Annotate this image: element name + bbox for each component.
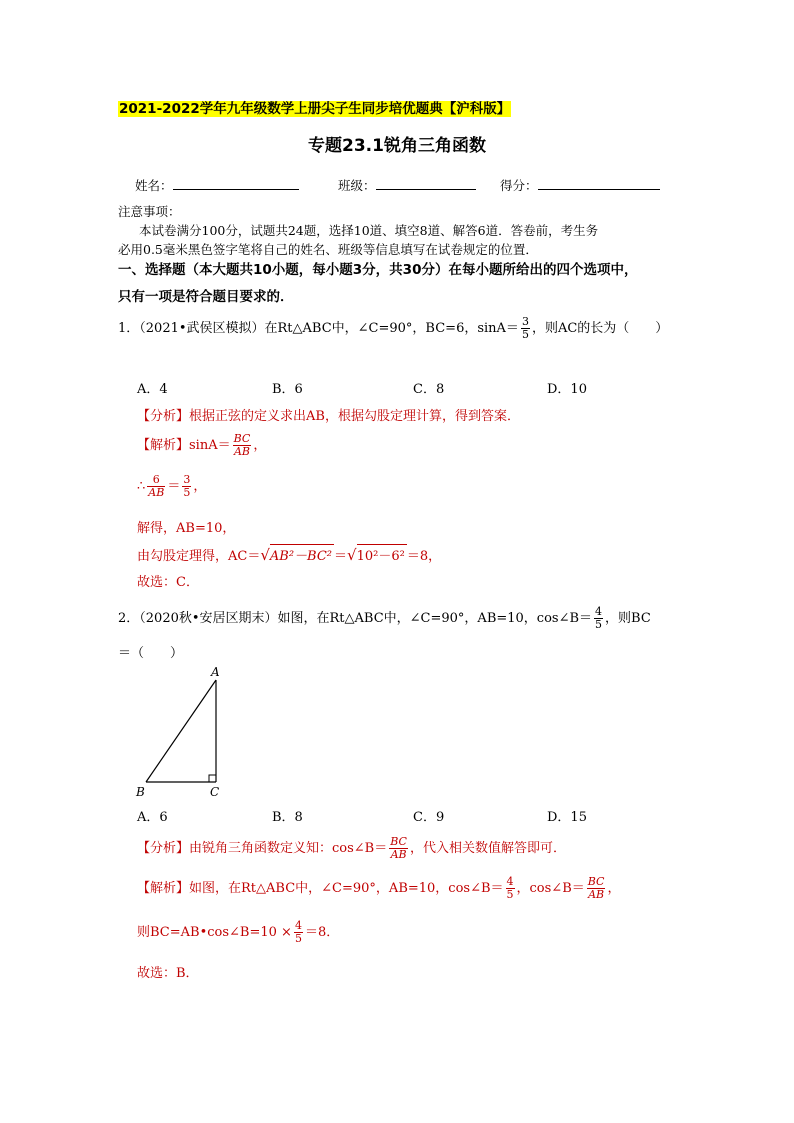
q1-solution-line-3: 解得，AB=10，	[137, 521, 236, 536]
series-header	[118, 97, 511, 117]
triangle-figure	[130, 664, 230, 804]
q2-solution-line-3: 故选：B．	[137, 966, 199, 981]
section-heading-line-2: 只有一项是符合题目要求的．	[118, 289, 294, 305]
q1-option-c[interactable]: C．8	[413, 382, 445, 397]
q2-analysis-tag: 【分析】	[137, 841, 190, 857]
q2-stem-end: ，则BC	[605, 611, 651, 627]
q2-option-a[interactable]: A．6	[137, 810, 168, 825]
q1-solution-line-4: 由勾股定理得，AC＝√AB²－BC² ＝√10²－6² ＝8，	[137, 546, 442, 564]
page-title: 专题23.1锐角三角函数	[308, 136, 486, 156]
vertex-a-label: A	[211, 665, 220, 679]
name-field[interactable]	[135, 176, 299, 194]
q1-analysis	[137, 405, 520, 424]
q2-stem-text: 2．（2020秋•安居区期末）如图，在Rt△ABC中，∠C=90°，AB=10，cos∠B＝	[118, 611, 593, 627]
q1-option-a[interactable]: A．4	[137, 382, 168, 397]
q2-option-b[interactable]: B．8	[272, 810, 303, 825]
class-field[interactable]	[338, 176, 476, 194]
q1-analysis-text: 根据正弦的定义求出AB，根据勾股定理计算，得到答案．	[189, 409, 520, 424]
name-label: 姓名：	[135, 178, 173, 193]
side-ab	[146, 680, 216, 782]
score-field[interactable]	[500, 176, 660, 194]
series-title: 2021-2022学年九年级数学上册尖子生同步培优题典【沪科版】	[119, 101, 511, 117]
q1-stem	[118, 316, 668, 341]
score-blank[interactable]	[538, 178, 660, 190]
q1-fraction: $\frac{3}{5}$	[521, 315, 529, 342]
q2-fraction: $\frac{4}{5}$	[595, 605, 603, 632]
q1-analysis-tag: 【分析】	[137, 409, 190, 424]
notice-line-2: 必用0.5毫米黑色签字笔将自己的姓名、班级等信息填写在试卷规定的位置．	[118, 242, 538, 257]
vertex-b-label: B	[136, 785, 145, 799]
q2-solution-line-2: 则BC=AB•cos∠B=10 × $\frac{4}{5}$ ＝8．	[137, 919, 340, 946]
q2-solution-tag: 【解析】	[137, 881, 190, 897]
score-label: 得分：	[500, 178, 538, 193]
vertex-c-label: C	[210, 785, 220, 799]
q1-solution-line-1: 【解析】sinA＝ $\frac{BC}{AB}$ ，	[137, 432, 267, 459]
section-heading-line-1: 一、选择题（本大题共10小题，每小题3分，共30分）在每小题所给出的四个选项中，	[118, 262, 638, 278]
name-blank[interactable]	[173, 178, 299, 190]
q1-solution-tag: 【解析】	[137, 438, 190, 454]
q2-option-c[interactable]: C．9	[413, 810, 445, 825]
q1-stem-text: 1．（2021•武侯区模拟）在Rt△ABC中，∠C=90°，BC=6，sinA＝	[118, 321, 519, 337]
q1-stem-end: ，则AC的长为（ ）	[531, 321, 669, 337]
notice-line-1: 本试卷满分100分，试题共24题，选择10道、填空8道、解答6道．答卷前，考生务	[139, 223, 599, 238]
q2-stem	[118, 606, 651, 631]
q2-option-d[interactable]: D．15	[547, 810, 587, 825]
q2-analysis: 【分析】由锐角三角函数定义知：cos∠B＝ $\frac{BC}{AB}$ ，代入相关数值解答即可．	[137, 835, 566, 862]
q2-solution-line-1: 【解析】如图，在Rt△ABC中，∠C=90°，AB=10，cos∠B＝ $\frac{4}{5}$ ，cos∠B＝ $\frac{BC}{AB}$ ，	[137, 875, 621, 902]
q1-option-d[interactable]: D．10	[547, 382, 587, 397]
q1-option-b[interactable]: B．6	[272, 382, 303, 397]
class-label: 班级：	[338, 178, 376, 193]
class-blank[interactable]	[376, 178, 476, 190]
right-angle-mark	[209, 775, 216, 782]
q1-solution-line-2: ∴ $\frac{6}{AB}$ ＝ $\frac{3}{5}$ ，	[137, 473, 207, 500]
q2-stem-line-2: ＝（ ）	[118, 646, 184, 661]
notice-heading: 注意事项：	[118, 204, 181, 219]
q1-solution-line-5: 故选：C．	[137, 575, 199, 590]
